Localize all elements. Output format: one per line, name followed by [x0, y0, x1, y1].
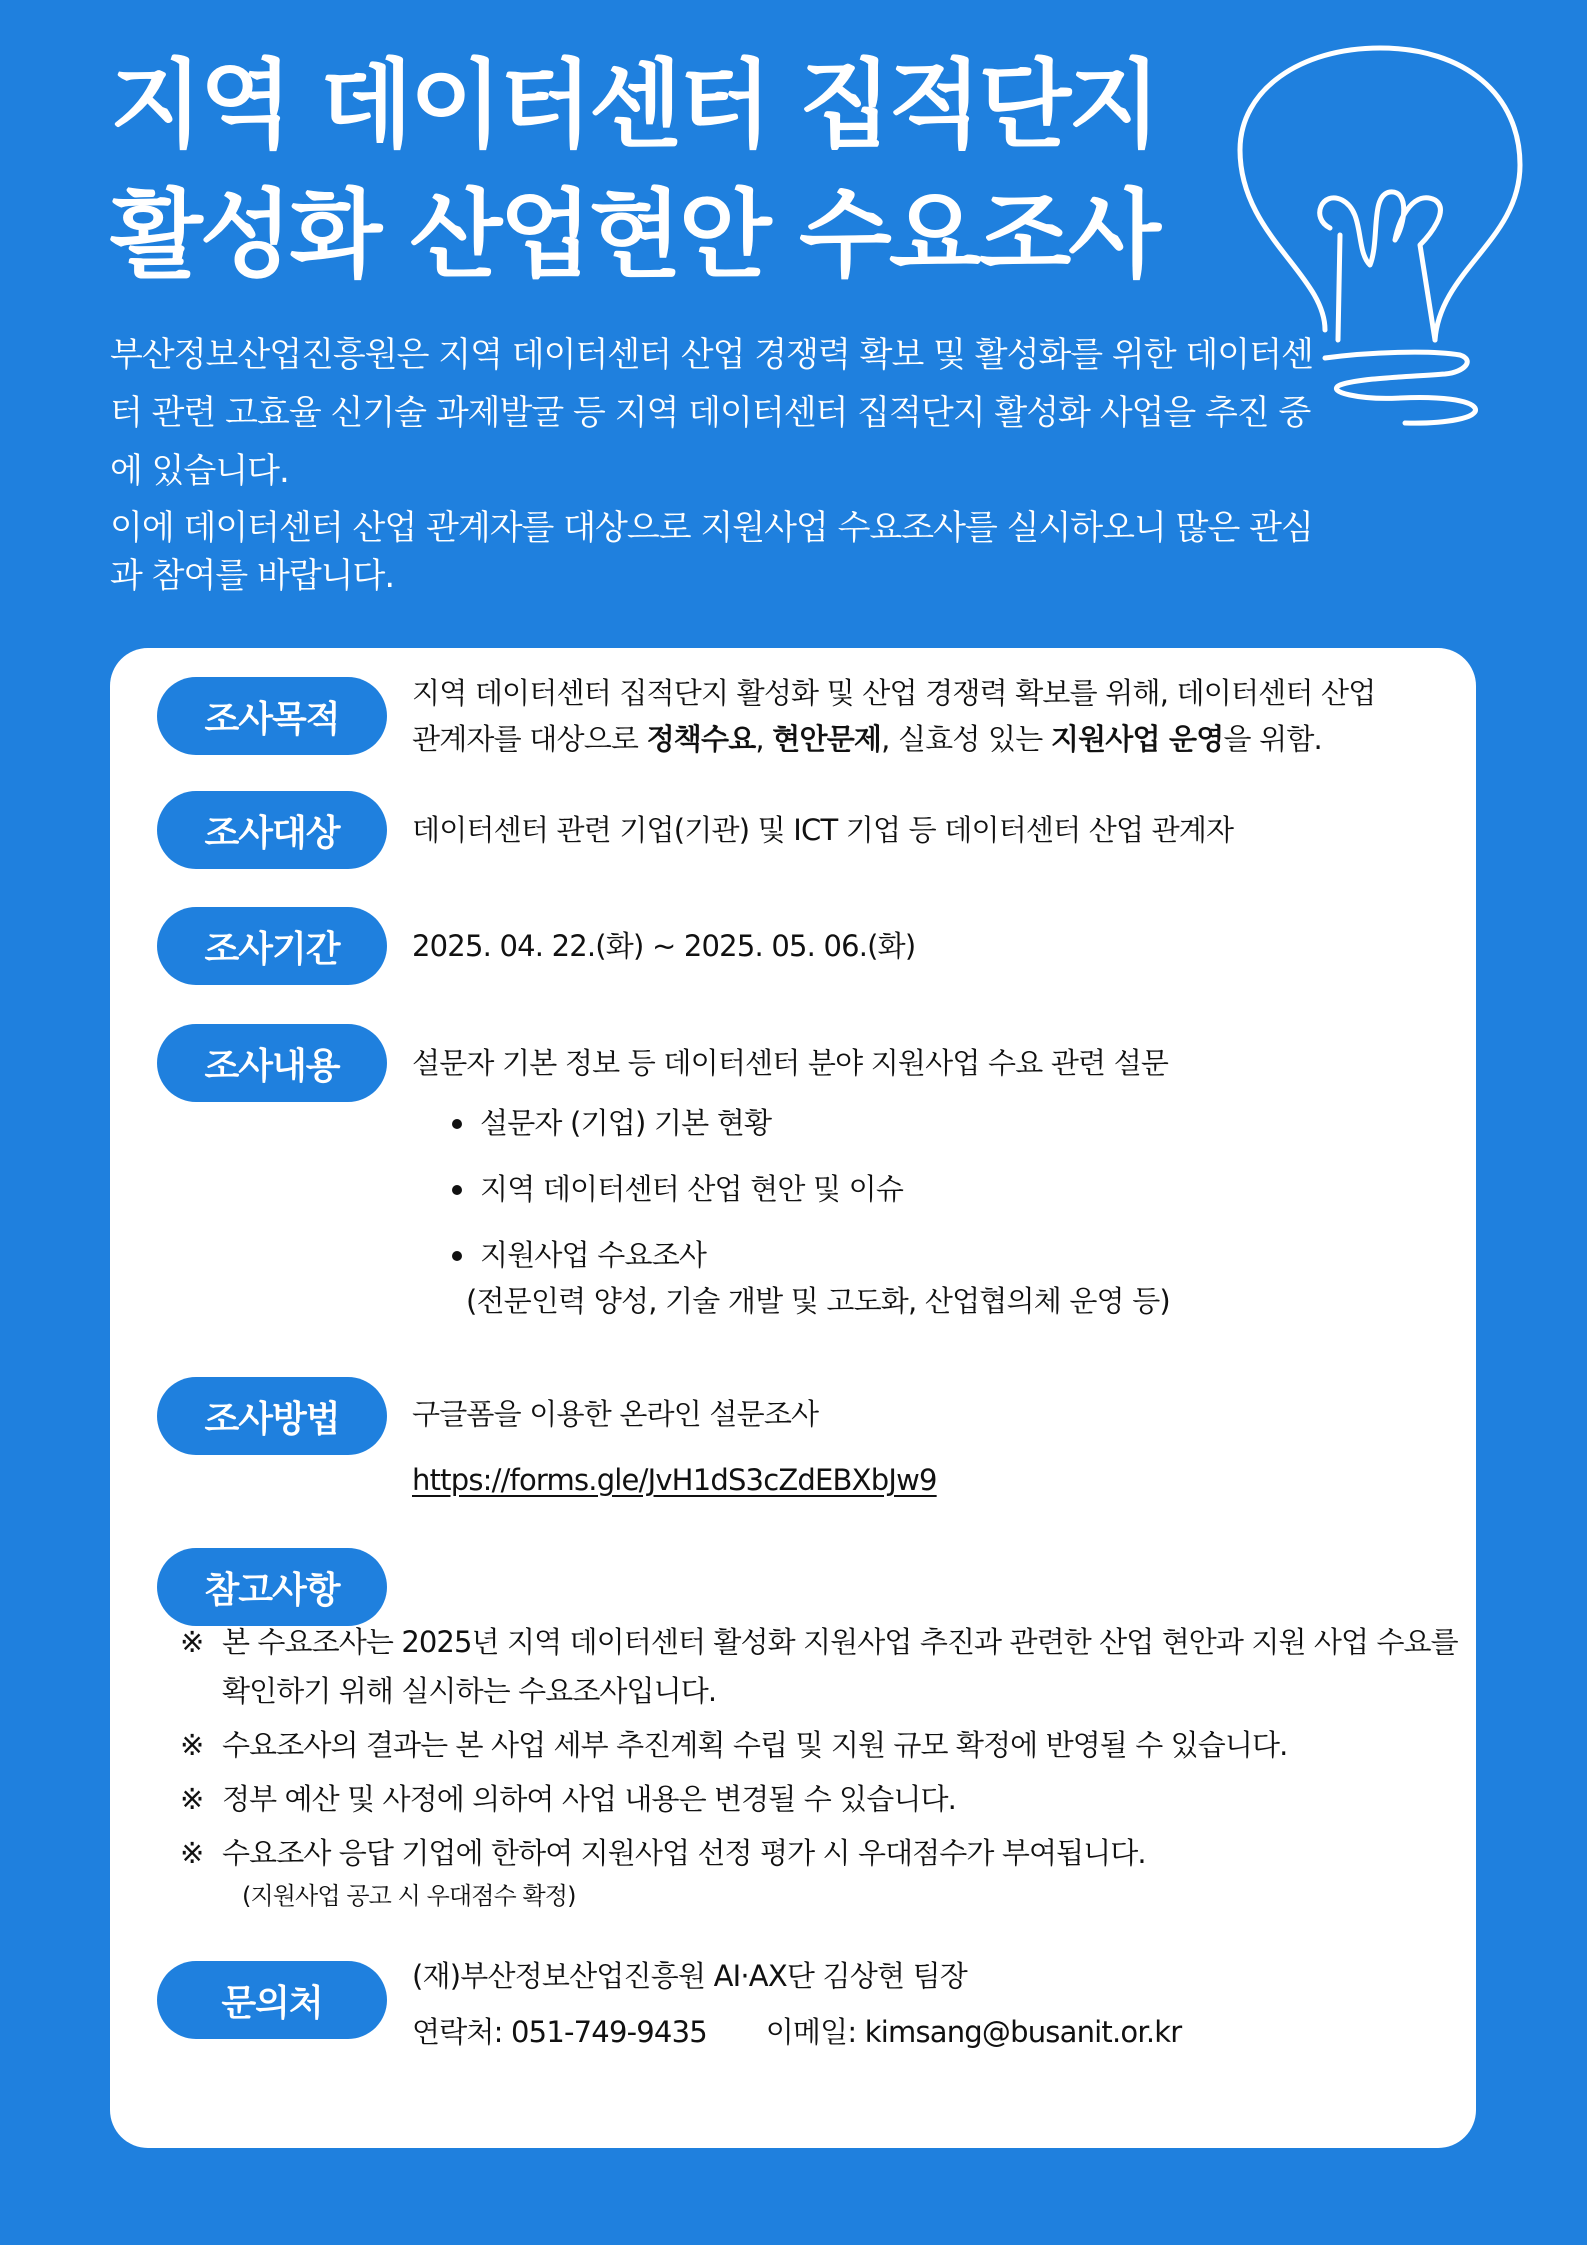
content-line: 설문자 기본 정보 등 데이터센터 분야 지원사업 수요 관련 설문 [412, 1046, 1169, 1080]
content-label: 조사내용 [157, 1024, 387, 1102]
survey-info-card [110, 648, 1476, 2148]
survey-form-link[interactable]: https://forms.gle/JvH1dS3cZdEBXbJw9 [412, 1463, 937, 1497]
list-item [452, 1166, 1432, 1212]
contact-details [412, 2009, 1432, 2055]
list-item [452, 1100, 1432, 1146]
purpose-text-part: 을 위함. [1223, 722, 1322, 756]
note-item [180, 1775, 1470, 1824]
purpose-text-part: , [755, 722, 773, 756]
purpose-text [412, 670, 1432, 762]
target-line: 데이터센터 관련 기업(기관) 및 ICT 기업 등 데이터센터 산업 관계자 [412, 813, 1234, 847]
title-line-1: 지역 데이터센터 집적단지 [110, 49, 1158, 161]
purpose-emphasis-issue: 현안문제 [772, 722, 882, 756]
content-text [412, 1040, 1432, 1324]
note-item [180, 1618, 1470, 1716]
note-item [180, 1721, 1470, 1770]
list-item-text: 지원사업 수요조사 [480, 1238, 707, 1272]
purpose-emphasis-program: 지원사업 운영 [1050, 722, 1224, 756]
note-mark: ※ [180, 1836, 204, 1870]
note-text: 본 수요조사는 2025년 지역 데이터센터 활성화 지원사업 추진과 관련한 산업 현안과 지원 사업 수요를 확인하기 위해 실시하는 수요조사입니다. [222, 1625, 1458, 1708]
purpose-text-part: 관계자를 대상으로 [412, 722, 647, 756]
target-label: 조사대상 [157, 791, 387, 869]
target-text [412, 807, 1432, 853]
notes-list [180, 1618, 1470, 1919]
purpose-line-1: 지역 데이터센터 집적단지 활성화 및 산업 경쟁력 확보를 위해, 데이터센터 산업 [412, 676, 1376, 710]
purpose-line-2 [412, 716, 1432, 762]
period-label: 조사기간 [157, 907, 387, 985]
list-item-text: 설문자 (기업) 기본 현황 [480, 1106, 772, 1140]
method-line: 구글폼을 이용한 온라인 설문조사 [412, 1397, 819, 1431]
intro-paragraph-1: 부산정보산업진흥원은 지역 데이터센터 산업 경쟁력 확보 및 활성화를 위한 데이터센터 관련 고효율 신기술 과제발굴 등 지역 데이터센터 집적단지 활성화 사업을 추진 중에 있습니다. [110, 335, 1313, 491]
intro-paragraph-2: 이에 데이터센터 산업 관계자를 대상으로 지원사업 수요조사를 실시하오니 많은 관심과 참여를 바랍니다. [110, 508, 1313, 596]
purpose-label: 조사목적 [157, 677, 387, 755]
content-list [412, 1100, 1432, 1324]
note-item [180, 1829, 1470, 1914]
note-mark: ※ [180, 1728, 204, 1762]
method-text [412, 1391, 1432, 1503]
purpose-emphasis-policy: 정책수요 [646, 722, 756, 756]
purpose-text-part: , 실효성 있는 [881, 722, 1051, 756]
method-label: 조사방법 [157, 1377, 387, 1455]
note-text: 수요조사의 결과는 본 사업 세부 추진계획 수립 및 지원 규모 확정에 반영될 수 있습니다. [222, 1728, 1288, 1762]
note-mark: ※ [180, 1782, 204, 1816]
contact-label: 문의처 [157, 1961, 387, 2039]
contact-email: 이메일: kimsang@busanit.or.kr [765, 2015, 1182, 2049]
intro-text [110, 326, 1340, 600]
period-line: 2025. 04. 22.(화) ~ 2025. 05. 06.(화) [412, 929, 916, 963]
list-item-subtext: (전문인력 양성, 기술 개발 및 고도화, 산업협의체 운영 등) [466, 1284, 1170, 1318]
note-text: 정부 예산 및 사정에 의하여 사업 내용은 변경될 수 있습니다. [222, 1782, 956, 1816]
note-mark: ※ [180, 1625, 204, 1659]
contact-phone: 연락처: 051-749-9435 [412, 2015, 707, 2049]
list-item-text: 지역 데이터센터 산업 현안 및 이슈 [480, 1172, 904, 1206]
contact-org: (재)부산정보산업진흥원 AI·AX단 김상현 팀장 [412, 1959, 968, 1993]
page-title [110, 40, 1230, 300]
notes-label: 참고사항 [157, 1548, 387, 1626]
title-line-2: 활성화 산업현안 수요조사 [110, 179, 1158, 291]
list-item [452, 1232, 1432, 1324]
contact-text [412, 1953, 1432, 2055]
note-text: 수요조사 응답 기업에 한하여 지원사업 선정 평가 시 우대점수가 부여됩니다. [222, 1836, 1146, 1870]
period-text [412, 923, 1432, 969]
note-subtext: (지원사업 공고 시 우대점수 확정) [242, 1882, 576, 1910]
